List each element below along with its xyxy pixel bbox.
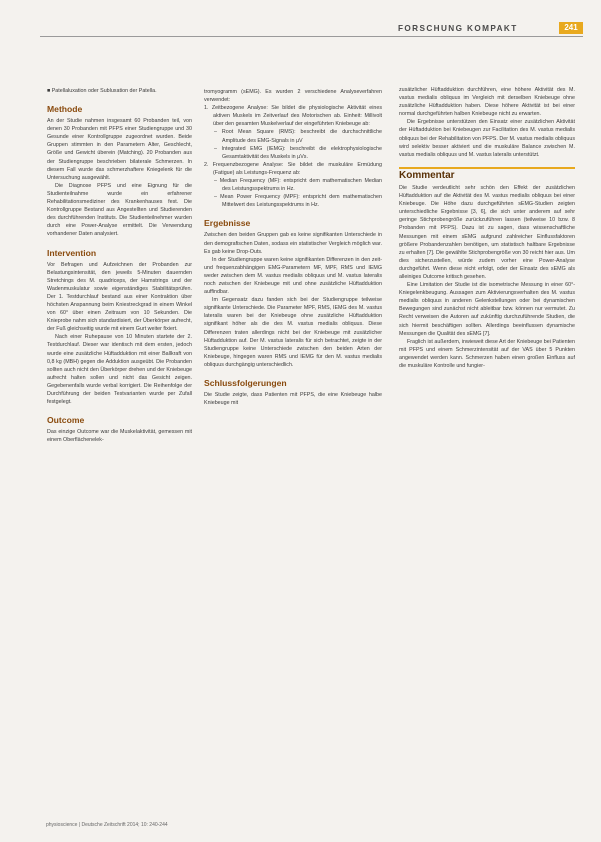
- section-title: FORSCHUNG KOMPAKT: [398, 24, 518, 33]
- kommentar-paragraph: Die Studie verdeutlicht sehr schön den Effekt der zusätzlichen Hüftadduktion auf die Aktivität des M. vastus medialis obliquus bei einer Kniebeuge. Die Höhe dazu durchgeführten sEMG-Studien zeigten unterschiedliche Ergebnisse [3, 6], die sich unter anderem auf sehr geringe Stichprobengröße zurückzuführen lassen (teilweise 10 bzw. 8 Probanden mit PFPS). Dazu ist zu sagen, dass wissenschaftliche Messungen mit einem sEMG aufgrund zahlreicher Einflussfaktoren größere Probandenzahlen benötigen, um statistisch haltbare Ergebnisse zu erhalten [7]. Die gewählte Stichprobengröße von 30 reicht hier aus. Um dies sicherzustellen, würde zudem vorher eine Power-Analyse durchgeführt. Wenn diese nicht erfolgt, oder der Einsatz des sEMG als alleiniges Outcome kritisch gesehen.: [399, 184, 575, 280]
- page-header: [0, 0, 601, 34]
- header-divider: [40, 36, 583, 37]
- column-left: [47, 87, 192, 444]
- ergebnisse-paragraph: Zwischen den beiden Gruppen gab es keine signifikanten Unterschiede in den demografischen Daten, sodass ein statistischer Vergleich möglich war. Es gab keine Drop-Outs.: [204, 232, 382, 255]
- ergebnisse-paragraph-2: In der Studiengruppe waren keine signifikanten Differenzen in den zeit- und frequenzabhängigen EMG-Parametern MF, MPF, RMS und IEMG weder zwischen dem M. vastus medialis obliquus und M. vastus lateralis noch zwischen der Kniebeuge mit und ohne zusätzliche Hüftadduktion auffindbar.: [204, 256, 382, 296]
- column-middle: [204, 88, 382, 407]
- intervention-paragraph: Vor Befragen und Aufzeichnen der Probanden zur Belastungsintensität, den jeweils 5-Minuten dauernden Stretchings des M. quadriceps, der Hamstrings und der Wadenmuskulatur sowie eigenständiges Stabilitätsprüfen. Der 1. Testdurchlauf bestand aus einer Kontraktion über höchsten Anspannung beim Kniestreckgrad in einem Winkel von 60° über einen Zeitraum von 10 Sekunden. Die Knieprobe nahm sich standardisiert, der Überkörper aufrecht, der Fuß gleichseitig wurde mit einem Gurt weiter fixiert.: [47, 261, 192, 333]
- heading-outcome: Outcome: [47, 415, 85, 426]
- list-subitem-mpf: – Mean Power Frequency (MPF): entspricht dem mathematischen Mittelwert des Leistungsspektrums in Hz.: [214, 194, 382, 209]
- outcome-paragraph: Das einzige Outcome war die Muskelaktivität, gemessen mit einem Oberflächenelek-: [47, 429, 192, 444]
- methode-paragraph: An der Studie nahmen insgesamt 60 Probanden teil, von denen 30 Probanden mit PFPS einer Studiengruppe und 30 Gesunde einer Kontrollgruppe zugeordnet wurden. Beide Gruppen stimmten in den Parametern Alter, Geschlecht, Größe und Gewicht überein (Matching). 20 Probanden aus der Studiengruppe beschrieben bilaterale Schmerzen. In diesem Fall wurde das schmerzhaftere Kniegelenk für die Untersuchung ausgewählt.: [47, 118, 192, 181]
- conclusion-paragraph: zusätzlicher Hüftadduktion durchführen, eine höhere Aktivität des M. vastus medialis obliquus im Vergleich mit derselben Kniebeuge ohne zusätzliche Hüftadduktion haben. Diese höhere Aktivität ist bei einer normal durchgeführten halben Kniebeuge nicht zu erwarten.: [399, 87, 575, 118]
- schluss-paragraph: Die Studie zeigte, dass Patienten mit PFPS, die eine Kniebeuge halbe Kniebeuge mit: [204, 392, 382, 407]
- heading-schlussfolgerungen: Schlussfolgerungen: [204, 378, 287, 388]
- list-item-2: 2. Frequenzbezogene Analyse: Sie bildet die muskuläre Ermüdung (Fatigue) als Leistungs-Frequenz ab:: [204, 161, 382, 176]
- list-subitem-mf: – Median Frequency (MF): entspricht dem mathematischen Median des Leistungsspektrums in Hz.: [214, 178, 382, 193]
- methode-paragraph-2: Die Diagnose PFPS und eine Eignung für die Studienteilnahme wurde ein erfahrener Rehabilitationsmediziner des Krankenhauses fest. Die Kontrollgruppe Bestand aus Angestellten und Studierenden des durchführenden Instituts. Die Studienteilnehmer wurden durch eine Power-Analyse ermittelt. Die Verwendung vorhandener Daten analysiert.: [47, 182, 192, 238]
- heading-methode: Methode: [47, 104, 83, 115]
- kommentar-paragraph-3: Fraglich ist außerdem, inwieweit diese Art der Kniebeuge bei Patienten mit PFPS und einem Schmerzintensität auf der VAS über 5 Punkten angewendet werden kann. Schmerzen haben einen großen Einfluss auf die muskuläre Kontrolle und fungier-: [399, 338, 575, 369]
- intervention-paragraph-2: Nach einer Ruhepause von 10 Minuten startete der 2. Testdurchlauf. Dieser war identisch mit dem ersten, jedoch wurde eine zusätzliche Hüftadduktion mit einer Ballkraft von 0,8 kg (MBH) gegen die Adduktion ausgeübt. Die Probanden sollten auch nicht den Überkörper drehen und der Kniebeuge aufrecht halten sollen und nicht das Gesicht zeigen. Gegebenenfalls wurde verbal korrigiert. Die Reihenfolge der Durchführung der beiden Testvarianten wurde per Zufall festgelegt.: [47, 334, 192, 406]
- heading-kommentar: Kommentar: [399, 167, 575, 180]
- page-number-badge: 241: [559, 22, 583, 34]
- list-item-1: 1. Zeitbezogene Analyse: Sie bildet die physiologische Aktivität eines aktiven Muskels im Zeitverlauf des Motorischen ab. Einheit: Millivolt über den gesamten Muskelverlauf der eingeführten Kniebeuge ab:: [204, 105, 382, 128]
- list-subitem-iemg: – Integrated EMG (IEMG): beschreibt die elektrophysiologische Gesamtaktivität des Muskels in µVs.: [214, 145, 382, 160]
- ergebnisse-paragraph-3: Im Gegensatz dazu fanden sich bei der Studiengruppe teilweise signifikante Unterschiede. Die Parameter MPF, RMS, IEMG des M. vastus lateralis waren bei der Kniebeuge ohne zusätzliche Hüftadduktion signifikant höher als die des M. vastus medialis obliquus. Diese Differenzen traten allerdings nicht bei der Kniebeuge mit zusätzlicher Hüftadduktion auf. Der M. vastus lateralis für sich betrachtet, zeigte in der Studiengruppe keine Unterschiede zwischen den beiden Arten der Kniebeuge, hingegen waren RMS und IEMG für den M. vastus medialis obliquus durchgängig unterschiedlich.: [204, 297, 382, 368]
- intro-bullet: ■ Patellaluxation oder Subluxation der Patella.: [47, 88, 157, 94]
- heading-ergebnisse: Ergebnisse: [204, 218, 251, 229]
- analysis-intro: tromyogramm (sEMG). Es wurden 2 verschiedene Analyseverfahren verwendet:: [204, 89, 382, 104]
- conclusion-paragraph-2: Die Ergebnisse unterstützen den Einsatz einer zusätzlichen Aktivität der Hüftadduktion bei Kniebeugen zur Facilitation des M. vastus medialis obliquus bei der Rehabilitation von PFPS. Der M. vastus medialis obliquus wird selektiv besser aktiviert und die muskuläre Balance zwischen M. vastus medialis obliquus und M. vastus lateralis unterstützt.: [399, 119, 575, 158]
- list-subitem-rms: – Root Mean Square (RMS): beschreibt die durchschnittliche Amplitude des EMG-Signals in µV: [214, 129, 382, 144]
- heading-intervention: Intervention: [47, 247, 97, 258]
- footer-citation: physioscience | Deutsche Zeitschrift 2014; 10: 240-244: [46, 822, 168, 828]
- kommentar-paragraph-2: Eine Limitation der Studie ist die isometrische Messung in einer 60°-Kniegelenkbeugung. Aussagen zum Aktivierungsverhalten des M. vastus medialis obliquus in anderen Gelenkstellungen oder bei dynamischen Bewegungen sind zunächst nicht ableitbar bzw. können nur vermutet. Zu Recht verweisen die Autoren auf zukünftig durchzuführende Studien, die sich hiermit beschäftigen sollten. Allerdings beeinflussen dynamische Messungen die Qualität des sEMG [7].: [399, 282, 575, 337]
- column-right: [399, 86, 575, 370]
